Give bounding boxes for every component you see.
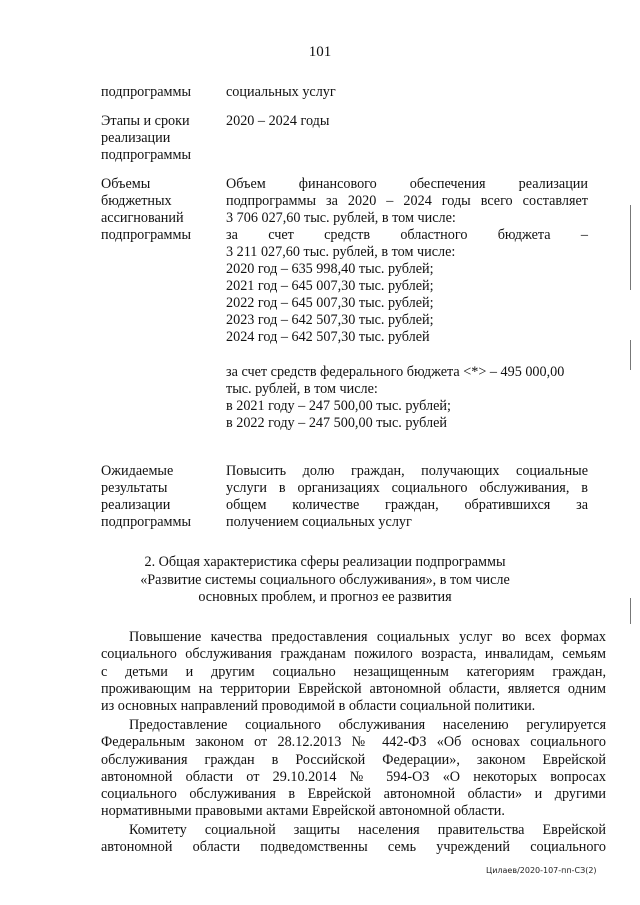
scan-edge-mark (630, 205, 631, 290)
paragraph-committee: Комитету социальной защиты населения правительства Еврейской автономной области подведомственны семь учреждений социального (101, 822, 606, 856)
passport-value: 2020 – 2024 годы (226, 113, 330, 129)
scan-edge-mark (630, 340, 631, 370)
scan-edge-mark (630, 598, 631, 624)
document-stamp: Цилаев/2020-107-пп-СЗ(2) (486, 866, 597, 875)
page-number: 101 (308, 44, 332, 60)
paragraph-legal-basis: Предоставление социального обслуживания населению регулируется Федеральным законом от 28.12.2013 № 442-ФЗ «Об основах социального обслуживания граждан в Российской Федерации», законом Еврейской автономной области от 29.10.2014 № 594-ОЗ «О некоторых вопросах социального обслуживания в Еврейской автономной области» и другими нормативными правовыми актами Еврейской автономной области. (101, 717, 606, 820)
passport-label: подпрограммы (101, 84, 191, 100)
passport-label: Объемы бюджетных ассигнований подпрограммы (101, 176, 191, 243)
passport-value: Объем финансового обеспечения реализации подпрограммы за 2020 – 2024 годы всего составляет 3 706 027,60 тыс. рублей, в том числе: за счет средств областного бюджета – 3 211 027,60 тыс. рублей, в том числе: 2020 год – 635 998,40 тыс. рублей; 2021 год – 645 007,30 тыс. рублей; 2022 год – 645 007,30 тыс. рублей; 2023 год – 642 507,30 тыс. рублей; 2024 год – 642 507,30 тыс. рублей за счет средств федерального бюджета <*> – 495 000,00 тыс. рублей, в том числе: в 2021 году – 247 500,00 тыс. рублей; в 2022 году – 247 500,00 тыс. рублей (226, 176, 588, 431)
passport-label: Этапы и сроки реализации подпрограммы (101, 113, 191, 163)
passport-value: Повысить долю граждан, получающих социальные услуги в организациях социального обслуживания, в общем количестве граждан, обратившихся за получением социальных услуг (226, 463, 588, 530)
section-title: 2. Общая характеристика сферы реализации подпрограммы «Развитие системы социального обслуживания», в том числе основных проблем, и прогноз ее развития (140, 554, 510, 605)
passport-label: Ожидаемые результаты реализации подпрограммы (101, 463, 191, 530)
passport-value: социальных услуг (226, 84, 336, 100)
paragraph-service-quality: Повышение качества предоставления социальных услуг во всех формах социального обслуживания гражданам пожилого возраста, инвалидам, семьям с детьми и другим социально незащищенным категориям граждан, проживающим на территории Еврейской автономной области, является одним из основных направлений проводимой в области социальной политики. (101, 629, 606, 715)
